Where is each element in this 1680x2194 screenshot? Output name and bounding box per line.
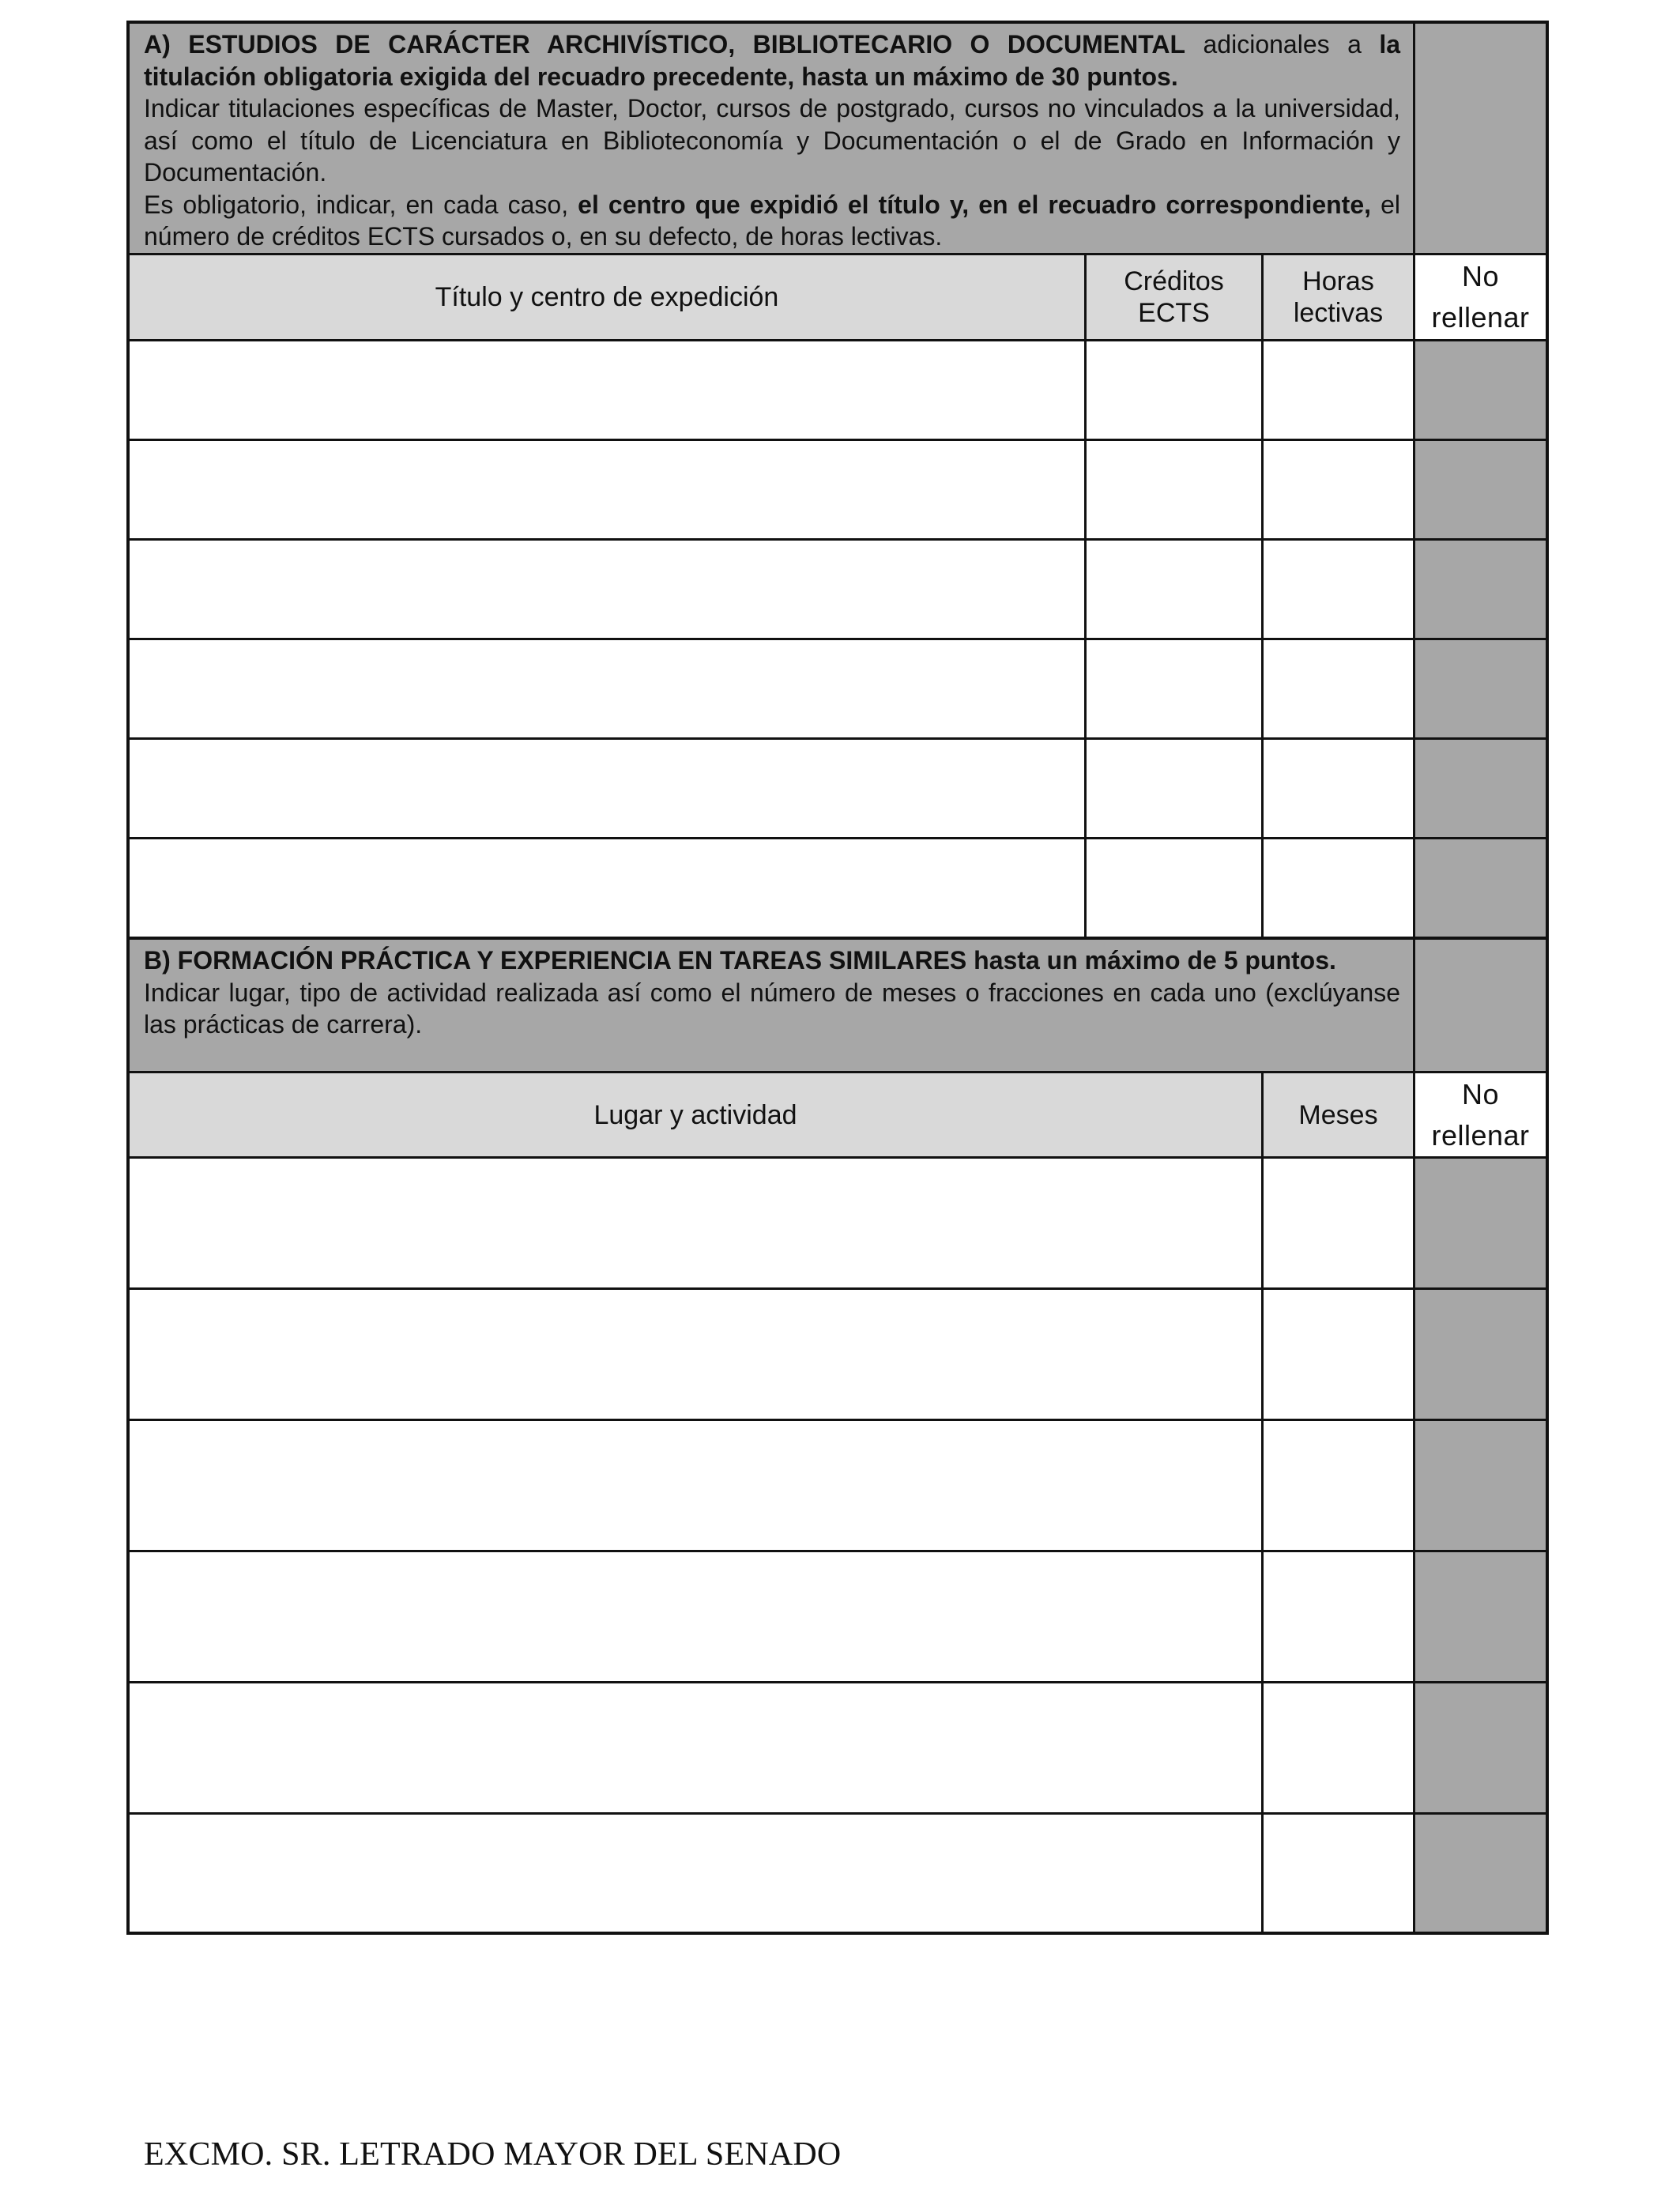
row-b-1-meses[interactable]	[1264, 1159, 1413, 1288]
divider	[130, 737, 1546, 740]
divider	[130, 538, 1546, 541]
divider	[1261, 254, 1264, 938]
section-a-intro	[130, 24, 1413, 254]
divider	[130, 1812, 1546, 1815]
row-a-5-horas[interactable]	[1264, 740, 1413, 838]
row-a-5-creditos[interactable]	[1087, 740, 1261, 838]
row-a-2-titulo[interactable]	[130, 441, 1084, 539]
row-b-2-score	[1415, 1290, 1546, 1419]
row-a-3-horas[interactable]	[1264, 541, 1413, 639]
row-b-3-score	[1415, 1421, 1546, 1551]
row-b-1-lugar[interactable]	[130, 1159, 1261, 1288]
divider	[130, 439, 1546, 441]
row-a-3-creditos[interactable]	[1087, 541, 1261, 639]
row-a-5-titulo[interactable]	[130, 740, 1084, 838]
header-horas-lectivas: Horas lectivas	[1264, 254, 1413, 340]
divider	[130, 937, 1546, 940]
divider	[130, 1550, 1546, 1552]
header-no-rellenar-b: No rellenar	[1415, 1072, 1546, 1157]
divider	[1413, 24, 1415, 1932]
header-lugar-actividad: Lugar y actividad	[130, 1072, 1261, 1157]
row-b-5-meses[interactable]	[1264, 1683, 1413, 1813]
divider	[130, 1681, 1546, 1683]
row-a-2-creditos[interactable]	[1087, 441, 1261, 539]
section-a-instruction-2: Es obligatorio, indicar, en cada caso, el centro que expidió el título y, en el recuadro correspondiente, el número de créditos ECTS cursados o, en su defecto, de horas lectivas.	[144, 190, 1401, 251]
section-a-score-box	[1415, 24, 1546, 254]
header-creditos-ects: Créditos ECTS	[1087, 254, 1261, 340]
section-b-title: B) FORMACIÓN PRÁCTICA Y EXPERIENCIA EN TAREAS SIMILARES hasta un máximo de 5 puntos.	[144, 946, 1336, 974]
application-form	[126, 21, 1549, 1935]
row-b-4-lugar[interactable]	[130, 1552, 1261, 1682]
row-b-5-score	[1415, 1683, 1546, 1813]
row-b-3-meses[interactable]	[1264, 1421, 1413, 1551]
row-a-4-creditos[interactable]	[1087, 640, 1261, 738]
row-b-1-score	[1415, 1159, 1546, 1288]
section-b-instruction: Indicar lugar, tipo de actividad realizada así como el número de meses o fracciones en cada uno (exclúyanse las prácticas de carrera).	[144, 978, 1400, 1039]
row-a-3-score	[1415, 541, 1546, 639]
row-a-5-score	[1415, 740, 1546, 838]
row-a-4-score	[1415, 640, 1546, 738]
divider	[130, 1071, 1546, 1073]
divider	[1084, 254, 1087, 938]
section-a-instruction-1: Indicar titulaciones específicas de Master, Doctor, cursos de postgrado, cursos no vinculados a la universidad, así como el título de Licenciatura en Biblioteconomía y Documentación o el de Grado en Información y Documentación.	[144, 94, 1400, 187]
addressee-footer: EXCMO. SR. LETRADO MAYOR DEL SENADO	[144, 2136, 842, 2173]
row-b-4-meses[interactable]	[1264, 1552, 1413, 1682]
header-no-rellenar-a: No rellenar	[1415, 254, 1546, 340]
row-a-1-titulo[interactable]	[130, 341, 1084, 439]
row-b-2-lugar[interactable]	[130, 1290, 1261, 1419]
section-b-score-box	[1415, 940, 1546, 1072]
divider	[130, 638, 1546, 640]
row-b-5-lugar[interactable]	[130, 1683, 1261, 1813]
row-a-6-score	[1415, 839, 1546, 937]
divider	[130, 339, 1546, 341]
row-a-1-creditos[interactable]	[1087, 341, 1261, 439]
row-b-3-lugar[interactable]	[130, 1421, 1261, 1551]
row-a-1-horas[interactable]	[1264, 341, 1413, 439]
header-titulo: Título y centro de expedición	[130, 254, 1084, 340]
row-b-2-meses[interactable]	[1264, 1290, 1413, 1419]
row-b-6-score	[1415, 1815, 1546, 1932]
row-a-2-horas[interactable]	[1264, 441, 1413, 539]
row-a-4-titulo[interactable]	[130, 640, 1084, 738]
divider	[130, 253, 1546, 255]
row-a-6-horas[interactable]	[1264, 839, 1413, 937]
divider	[130, 1156, 1546, 1159]
row-b-6-meses[interactable]	[1264, 1815, 1413, 1932]
row-a-4-horas[interactable]	[1264, 640, 1413, 738]
divider	[130, 837, 1546, 839]
row-a-1-score	[1415, 341, 1546, 439]
section-b-intro	[130, 940, 1413, 1072]
row-b-4-score	[1415, 1552, 1546, 1682]
divider	[1261, 1072, 1264, 1932]
row-a-2-score	[1415, 441, 1546, 539]
row-a-6-creditos[interactable]	[1087, 839, 1261, 937]
section-a-title: A) ESTUDIOS DE CARÁCTER ARCHIVÍSTICO, BIBLIOTECARIO O DOCUMENTAL adicionales a la titulación obligatoria exigida del recuadro precedente, hasta un máximo de 30 puntos.	[144, 30, 1400, 91]
row-a-3-titulo[interactable]	[130, 541, 1084, 639]
row-b-6-lugar[interactable]	[130, 1815, 1261, 1932]
row-a-6-titulo[interactable]	[130, 839, 1084, 937]
divider	[130, 1287, 1546, 1290]
divider	[130, 1419, 1546, 1421]
header-meses: Meses	[1264, 1072, 1413, 1157]
